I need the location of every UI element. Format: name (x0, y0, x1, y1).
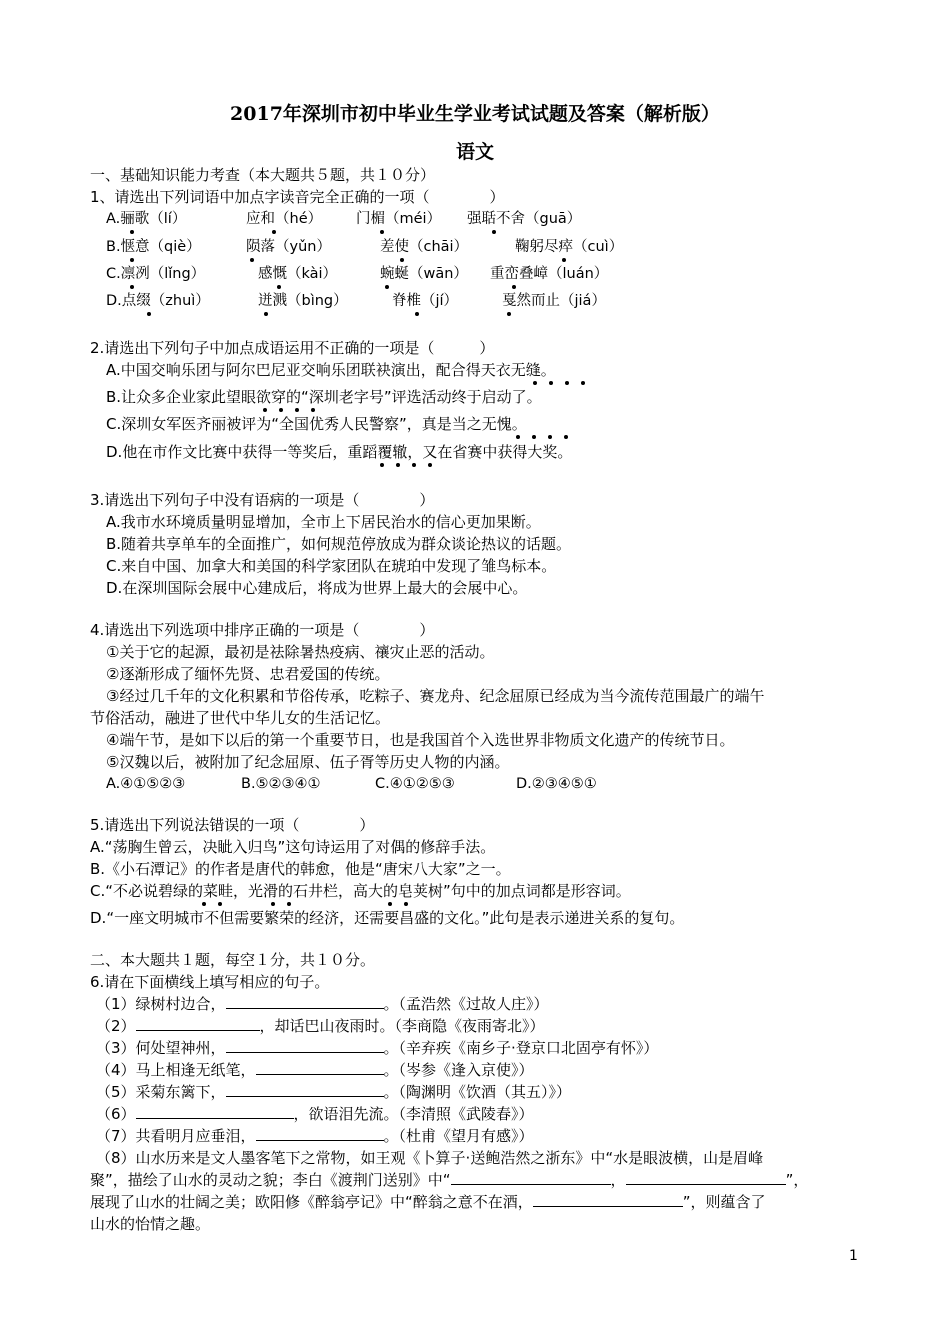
emphasis-dot (263, 408, 267, 412)
q2-stem: 2.请选出下列句子中加点成语运用不正确的一项是（ ） (90, 339, 495, 357)
emphasis-dot (512, 285, 516, 289)
q1-option-b1: B.惬意（qiè） (106, 239, 201, 255)
q6-line-3: （3）何处望神州， 。（辛弃疾《南乡子·登京口北固亭有怀》） (96, 1039, 659, 1057)
q1-option-d4: 戛然而止（jiá） (502, 293, 606, 309)
emphasis-dot (279, 408, 283, 412)
section2-heading: 二、本大题共１题，每空１分，共１０分。 (90, 951, 376, 969)
q4-sentence-4: ④端午节，是如下以后的第一个重要节日，也是我国首个入选世界非物质文化遗产的传统节日。 (106, 731, 735, 749)
emphasis-dot (264, 312, 268, 316)
emphasis-dot (147, 312, 151, 316)
q3-option-b: B.随着共享单车的全面推广，如何规范停放成为群众谈论热议的话题。 (106, 535, 572, 553)
emphasis-dot (400, 258, 404, 262)
q6-line-8c: 展现了山水的壮阔之美；欧阳修《醉翁亭记》中“醉翁之意不在酒， ”，则蕴含了 (90, 1193, 766, 1211)
answer-blank[interactable] (226, 1082, 384, 1097)
emphasis-dot (428, 463, 432, 467)
emphasis-dot (385, 285, 389, 289)
q1-option-d1: D.点缀（zhuì） (106, 293, 210, 309)
answer-blank[interactable] (136, 1104, 294, 1119)
answer-blank[interactable] (226, 1038, 384, 1053)
q4-option-d: D.②③④⑤① (516, 776, 597, 792)
q6-stem: 6.请在下面横线上填写相应的句子。 (90, 973, 330, 991)
q5-option-c: C.“不必说碧绿的菜畦，光滑的石井栏，高大的皂荚树”句中的加点词都是形容词。 (90, 882, 631, 900)
q6-line-6: （6） ，欲语泪先流。（李清照《武陵春》） (96, 1105, 534, 1123)
answer-blank[interactable] (256, 1060, 384, 1075)
q6-line-5: （5）采菊东篱下， 。（陶渊明《饮酒（其五）》） (96, 1083, 572, 1101)
q2-option-d: D.他在市作文比赛中获得一等奖后，重蹈覆辙，又在省赛中获得大奖。 (106, 443, 573, 461)
q2-option-c: C.深圳女军医齐丽被评为“全国优秀人民警察”，真是当之无愧。 (106, 415, 527, 433)
q6-line-7: （7）共看明月应垂泪， 。（杜甫《望月有感》） (96, 1127, 534, 1145)
q5-option-d: D.“一座文明城市不但需要繁荣的经济，还需要昌盛的文化。”此句是表示递进关系的复句。 (90, 909, 685, 927)
answer-blank[interactable] (226, 994, 384, 1009)
q4-sentence-2: ②逐渐形成了缅怀先贤、忠君爱国的传统。 (106, 665, 390, 683)
q4-sentence-3a: ③经过几千年的文化积累和节俗传承，吃粽子、赛龙舟、纪念屈原已经成为当今流传范围最广的端午 (106, 687, 765, 705)
page-number: 1 (849, 1248, 858, 1264)
emphasis-dot (412, 463, 416, 467)
q5-option-a: A.“荡胸生曾云，决眦入归鸟”这句诗运用了对偶的修辞手法。 (90, 838, 496, 856)
section1-heading: 一、基础知识能力考查（本大题共５题，共１０分） (90, 166, 436, 184)
emphasis-dot (218, 902, 222, 906)
emphasis-dot (532, 435, 536, 439)
answer-blank[interactable] (451, 1170, 611, 1185)
emphasis-dot (295, 408, 299, 412)
q1-option-b2: 陨落（yǔn） (246, 239, 331, 255)
q1-option-a2: 应和（hé） (246, 211, 323, 227)
emphasis-dot (533, 381, 537, 385)
q3-stem: 3.请选出下列句子中没有语病的一项是（ ） (90, 491, 435, 509)
emphasis-dot (396, 463, 400, 467)
answer-blank[interactable] (533, 1192, 683, 1207)
emphasis-dot (130, 258, 134, 262)
subject-title: 语文 (455, 141, 494, 163)
q6-line-2: （2） ，却话巴山夜雨时。（李商隐《夜雨寄北》） (96, 1017, 545, 1035)
q2-option-b: B.让众多企业家此望眼欲穿的“深圳老字号”评选活动终于启动了。 (106, 388, 542, 406)
emphasis-dot (492, 230, 496, 234)
emphasis-dot (415, 312, 419, 316)
q4-option-b: B.⑤②③④① (241, 776, 321, 792)
q6-line-4: （4）马上相逢无纸笔， 。（岑参《逢入京使》） (96, 1061, 534, 1079)
emphasis-dot (562, 258, 566, 262)
emphasis-dot (380, 230, 384, 234)
emphasis-dot (311, 408, 315, 412)
answer-blank[interactable] (136, 1016, 260, 1031)
emphasis-dot (549, 381, 553, 385)
q5-stem: 5.请选出下列说法错误的一项（ ） (90, 816, 375, 834)
q4-option-a: A.④①⑤②③ (106, 776, 186, 792)
q6-line-8d: 山水的怡情之趣。 (90, 1215, 211, 1233)
emphasis-dot (277, 285, 281, 289)
emphasis-dot (507, 312, 511, 316)
q4-sentence-3b: 节俗活动，融进了世代中华儿女的生活记忆。 (90, 709, 391, 727)
emphasis-dot (130, 285, 134, 289)
emphasis-dot (202, 902, 206, 906)
q1-option-c3: 蜿蜒（wān） (380, 266, 468, 282)
q2-option-a: A.中国交响乐团与阿尔巴尼亚交响乐团联袂演出，配合得天衣无缝。 (106, 361, 556, 379)
q4-stem: 4.请选出下列选项中排序正确的一项是（ ） (90, 621, 435, 639)
emphasis-dot (548, 435, 552, 439)
q6-line-1: （1）绿树村边合， 。（孟浩然《过故人庄》） (96, 995, 549, 1013)
emphasis-dot (130, 230, 134, 234)
q1-option-c4: 重峦叠嶂（luán） (490, 266, 609, 282)
q1-option-d2: 迸溅（bìng） (258, 293, 348, 309)
q6-line-8b: 聚”，描绘了山水的灵动之貌；李白《渡荆门送别》中“ ， ”， (90, 1171, 809, 1189)
q4-sentence-5: ⑤汉魏以后，被附加了纪念屈原、伍子胥等历史人物的内涵。 (106, 753, 510, 771)
q1-option-c2: 感慨（kài） (258, 266, 338, 282)
emphasis-dot (380, 463, 384, 467)
q6-line-8a: （8）山水历来是文人墨客笔下之常物，如王观《卜算子·送鲍浩然之浙东》中“水是眼波横，山是眉峰 (96, 1149, 764, 1167)
emphasis-dot (516, 435, 520, 439)
page-title: 2017年深圳市初中毕业生学业考试试题及答案（解析版） (230, 103, 720, 125)
q3-option-d: D.在深圳国际会展中心建成后，将成为世界上最大的会展中心。 (106, 579, 528, 597)
q5-option-b: B.《小石潭记》的作者是唐代的韩愈，他是“唐宋八大家”之一。 (90, 860, 511, 878)
q4-sentence-1: ①关于它的起源，最初是祛除暑热疫病、禳灾止恶的活动。 (106, 643, 495, 661)
q1-option-b3: 差使（chāi） (380, 239, 469, 255)
emphasis-dot (388, 902, 392, 906)
answer-blank[interactable] (626, 1170, 786, 1185)
emphasis-dot (250, 258, 254, 262)
emphasis-dot (287, 902, 291, 906)
q3-option-c: C.来自中国、加拿大和美国的科学家团队在琥珀中发现了雏鸟标本。 (106, 557, 557, 575)
q1-option-b4: 鞠躬尽瘁（cuì） (515, 239, 624, 255)
q1-stem: 1、请选出下列词语中加点字读音完全正确的一项（ ） (90, 188, 505, 206)
q1-option-a3: 门楣（méi） (356, 211, 442, 227)
emphasis-dot (564, 435, 568, 439)
q4-option-c: C.④①②⑤③ (375, 776, 455, 792)
q3-option-a: A.我市水环境质量明显增加，全市上下居民治水的信心更加果断。 (106, 513, 541, 531)
q1-option-c1: C.凛冽（lǐng） (106, 266, 206, 282)
q1-option-d3: 脊椎（jí） (392, 293, 459, 309)
emphasis-dot (271, 902, 275, 906)
q1-option-a4: 强聒不舍（guā） (467, 211, 582, 227)
emphasis-dot (581, 381, 585, 385)
emphasis-dot (565, 381, 569, 385)
answer-blank[interactable] (256, 1126, 384, 1141)
emphasis-dot (404, 902, 408, 906)
emphasis-dot (272, 230, 276, 234)
q1-option-a1: A.骊歌（lí） (106, 211, 187, 227)
